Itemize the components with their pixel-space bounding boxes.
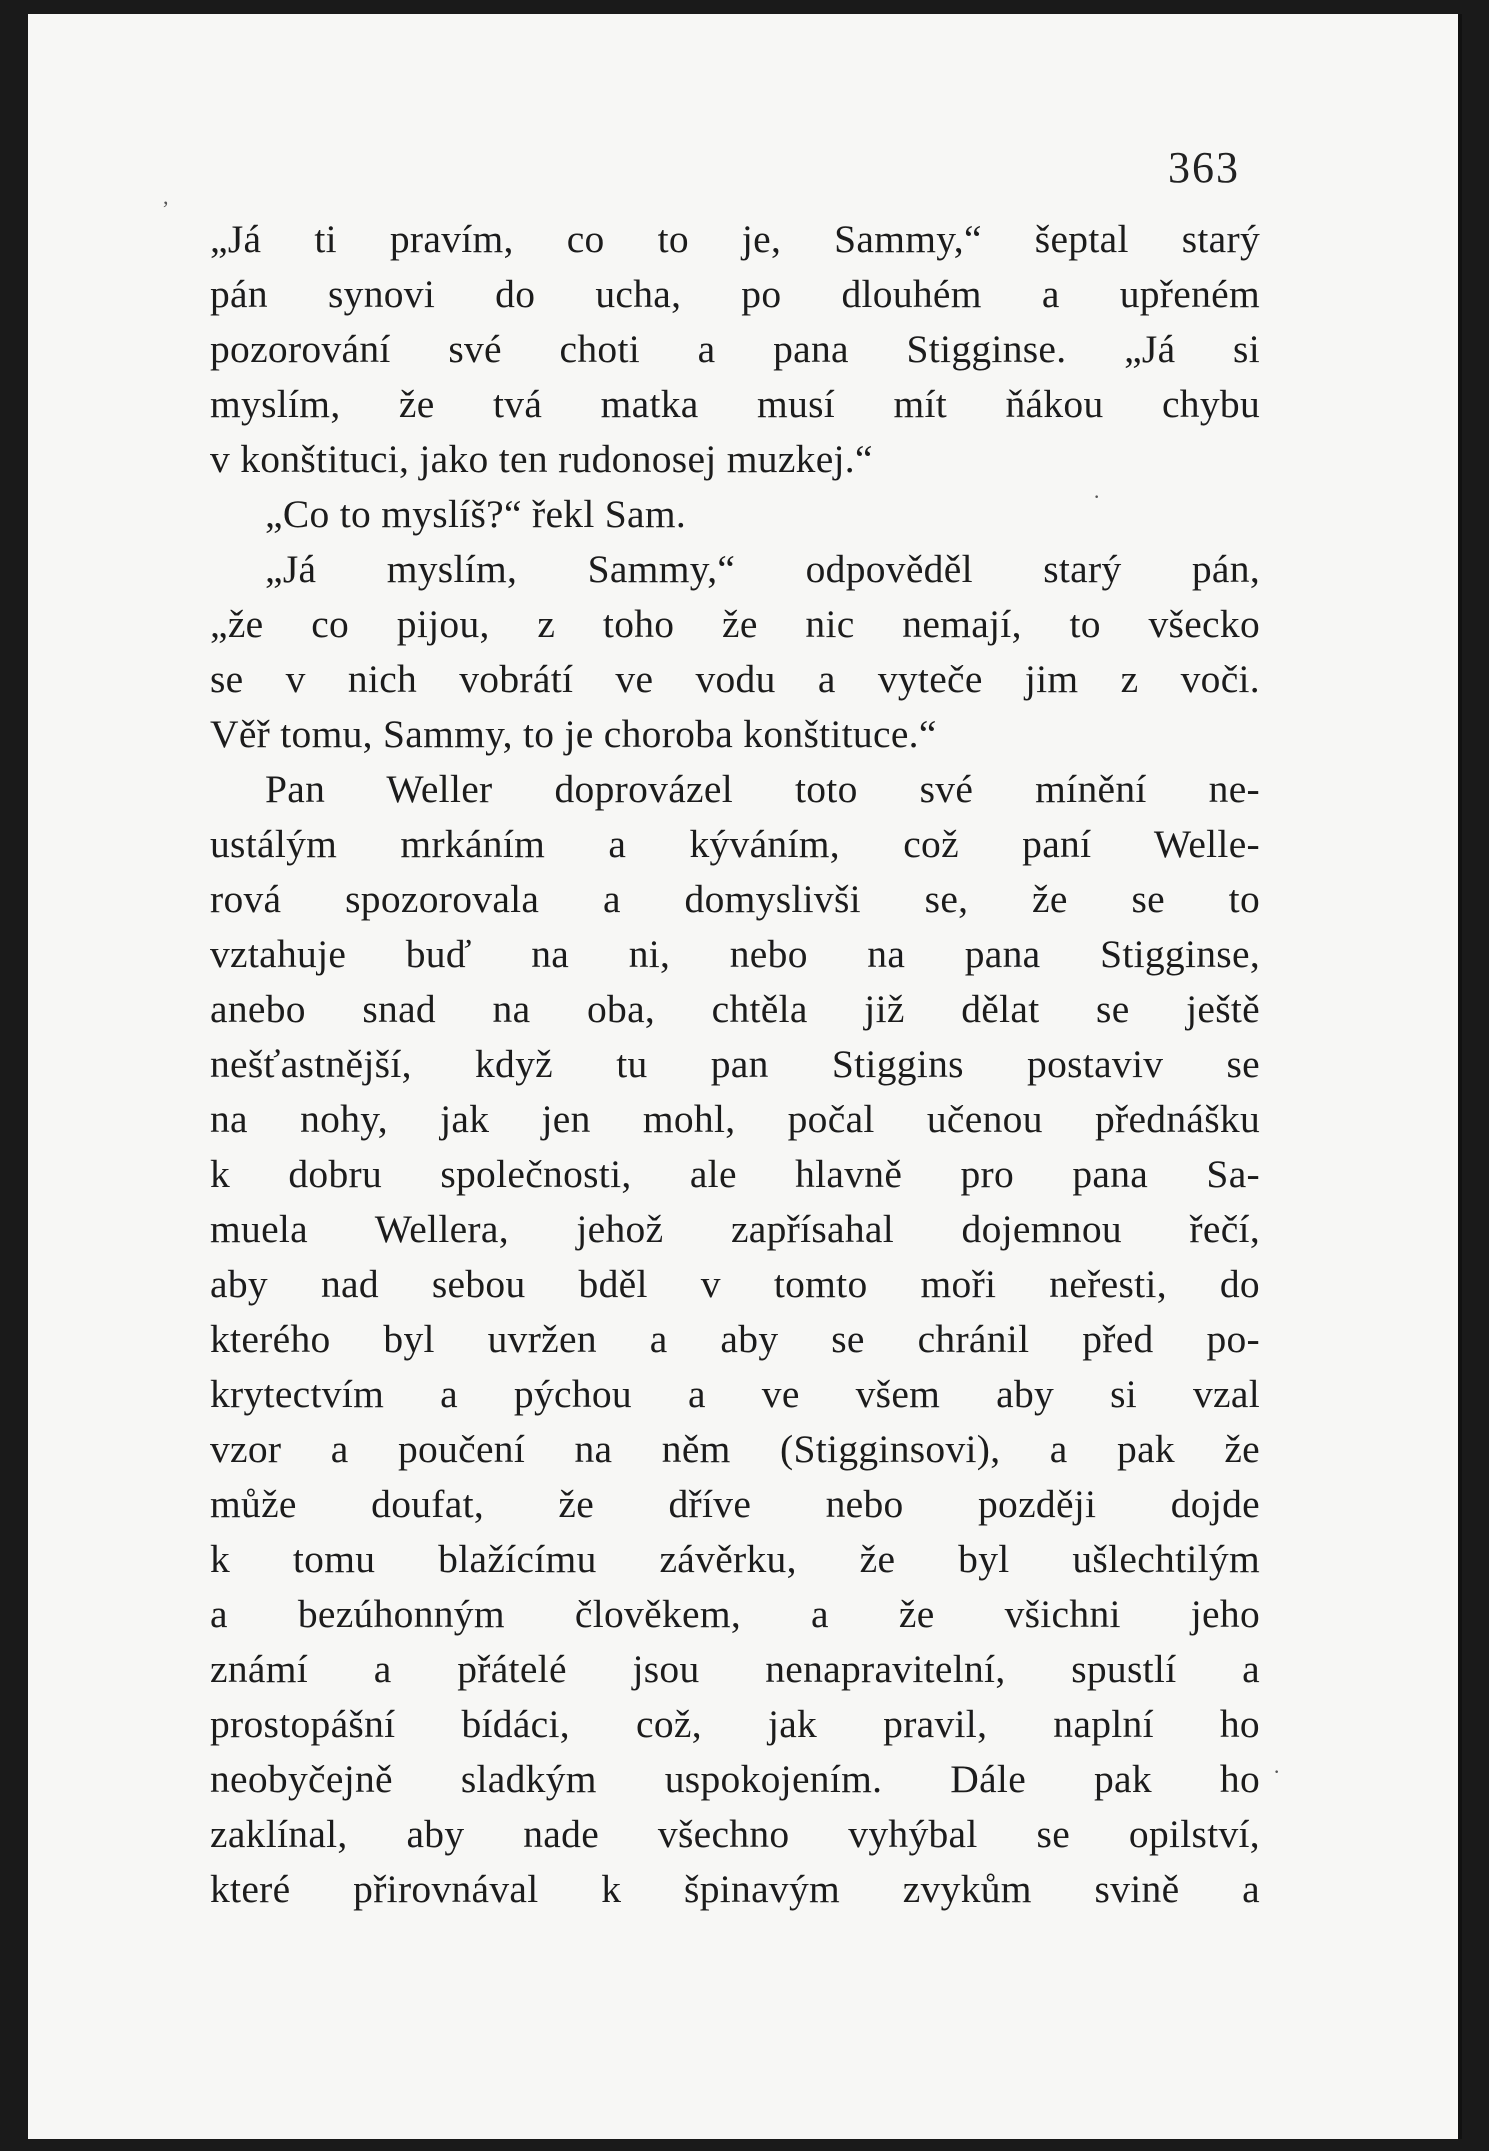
text-line: aby nad sebou bděl v tomto moři neřesti, do bbox=[210, 1262, 1260, 1306]
text-line: rová spozorovala a domyslivši se, že se to bbox=[210, 877, 1260, 921]
text-line: na nohy, jak jen mohl, počal učenou přednášku bbox=[210, 1097, 1260, 1141]
text-line: myslím, že tvá matka musí mít ňákou chybu bbox=[210, 382, 1260, 426]
text-line: Pan Weller doprovázel toto své mínění ne- bbox=[265, 767, 1260, 811]
text-line: krytectvím a pýchou a ve všem aby si vzal bbox=[210, 1372, 1260, 1416]
text-line: prostopášní bídáci, což, jak pravil, naplní ho bbox=[210, 1702, 1260, 1746]
text-line: v konštituci, jako ten rudonosej muzkej.“ bbox=[210, 437, 873, 481]
text-line: Věř tomu, Sammy, to je choroba konštituce.“ bbox=[210, 712, 937, 756]
text-line: ustálým mrkáním a kýváním, což paní Welle- bbox=[210, 822, 1260, 866]
text-line: „Já ti pravím, co to je, Sammy,“ šeptal starý bbox=[210, 217, 1260, 261]
text-line: vztahuje buď na ni, nebo na pana Stigginse, bbox=[210, 932, 1260, 976]
ink-speck: · bbox=[1273, 1759, 1281, 1784]
text-line: vzor a poučení na něm (Stigginsovi), a pak že bbox=[210, 1427, 1260, 1471]
text-line: a bezúhonným člověkem, a že všichni jeho bbox=[210, 1592, 1260, 1636]
text-line: zaklínal, aby nade všechno vyhýbal se opilství, bbox=[210, 1812, 1260, 1856]
page-number: 363 bbox=[1168, 143, 1240, 192]
text-line: „Co to myslíš?“ řekl Sam. bbox=[265, 492, 687, 536]
text-line: k dobru společnosti, ale hlavně pro pana Sa- bbox=[210, 1152, 1260, 1196]
ink-speck: , bbox=[163, 184, 169, 209]
text-line: muela Wellera, jehož zapřísahal dojemnou řečí, bbox=[210, 1207, 1260, 1251]
text-line: pán synovi do ucha, po dlouhém a upřeném bbox=[210, 272, 1260, 316]
text-line: kterého byl uvržen a aby se chránil před po- bbox=[210, 1317, 1260, 1361]
body-text bbox=[210, 212, 1260, 1917]
text-line: anebo snad na oba, chtěla již dělat se ještě bbox=[210, 987, 1260, 1031]
text-line: pozorování své choti a pana Stigginse. „Já si bbox=[210, 327, 1260, 371]
text-line: které přirovnával k špinavým zvykům svině a bbox=[210, 1867, 1260, 1911]
text-line: „Já myslím, Sammy,“ odpověděl starý pán, bbox=[265, 547, 1260, 591]
ink-speck: · bbox=[1093, 484, 1101, 509]
text-line: známí a přátelé jsou nenapravitelní, spustlí a bbox=[210, 1647, 1260, 1691]
text-line: „že co pijou, z toho že nic nemají, to všecko bbox=[210, 602, 1260, 646]
text-line: se v nich vobrátí ve vodu a vyteče jim z voči. bbox=[210, 657, 1260, 701]
text-line: neobyčejně sladkým uspokojením. Dále pak ho bbox=[210, 1757, 1260, 1801]
text-line: může doufat, že dříve nebo později dojde bbox=[210, 1482, 1260, 1526]
book-page bbox=[28, 14, 1462, 2139]
text-line: nešťastnější, když tu pan Stiggins postaviv se bbox=[210, 1042, 1260, 1086]
text-line: k tomu blažícímu závěrku, že byl ušlechtilým bbox=[210, 1537, 1260, 1581]
